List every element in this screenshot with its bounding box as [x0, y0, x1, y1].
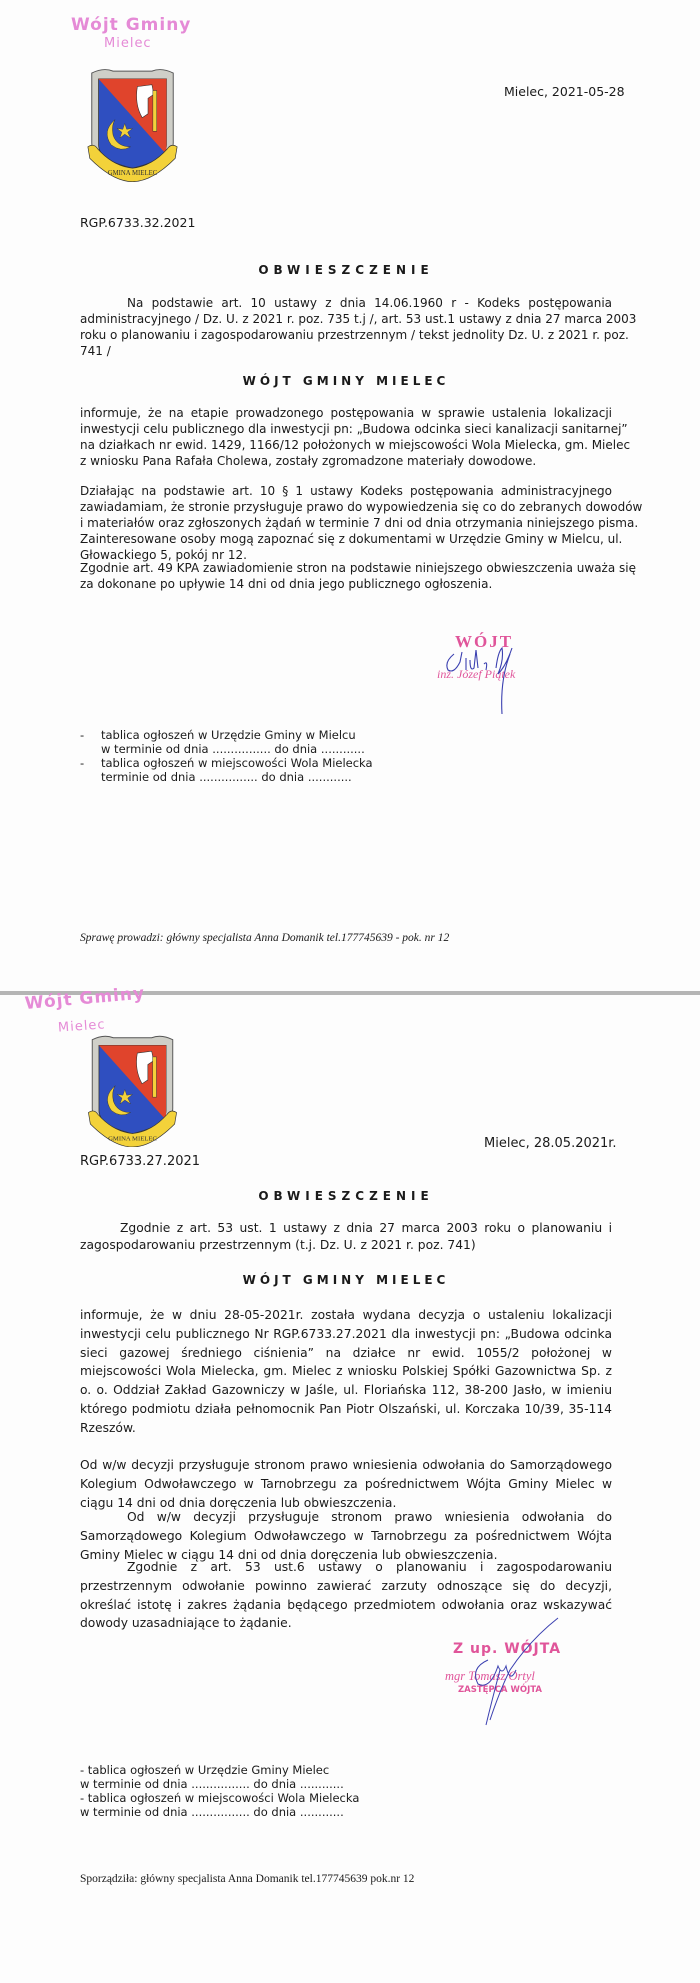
- signature-stamp-title: Z up. WÓJTA: [453, 1641, 562, 1657]
- prepared-by-footer: Sporządziła: główny specjalista Anna Domanik tel.177745639 pok.nr 12: [80, 1873, 415, 1885]
- crest-ribbon-text: GMINA MIELEC: [108, 1135, 157, 1143]
- document-date: Mielec, 28.05.2021r.: [484, 1136, 617, 1151]
- paragraph-line: Kolegium Odwoławczego w Tarnobrzegu za pośrednictwem Wójta Gminy Mielec w: [80, 1476, 612, 1491]
- distribution-item-term: w terminie od dnia ................ do dnia ............: [101, 742, 365, 756]
- distribution-list: [80, 728, 373, 784]
- bullet-dash: -: [80, 756, 85, 770]
- distribution-item: - tablica ogłoszeń w Urzędzie Gminy Mielec: [80, 1763, 330, 1777]
- signature-stamp-name: mgr Tomasz Ortyl: [445, 1669, 535, 1683]
- paragraph-line: Działając na podstawie art. 10 § 1 ustawy Kodeks postępowania administracyjnego: [80, 484, 612, 498]
- paragraph-line: sieci gazowej średniego ciśnienia” na działce nr ewid. 1055/2 położonej w: [80, 1345, 612, 1360]
- handwritten-signature-icon: [440, 640, 540, 715]
- paragraph-line: i materiałów oraz zgłoszonych żądań w terminie 7 dni od dnia otrzymania niniejszego pisma.: [80, 516, 639, 530]
- paragraph-line: Zgodnie z art. 53 ust. 1 ustawy z dnia 27 marca 2003 roku o planowaniu i: [120, 1221, 612, 1235]
- reference-number: RGP.6733.27.2021: [80, 1154, 201, 1169]
- paragraph-line: informuje, że na etapie prowadzonego postępowania w sprawie ustalenia lokalizacji: [80, 406, 612, 420]
- document-date: Mielec, 2021-05-28: [504, 84, 625, 99]
- paragraph-line: z wniosku Pana Rafała Cholewa, zostały zgromadzone materiały dowodowe.: [80, 454, 537, 468]
- intro-paragraph: [80, 1220, 612, 1254]
- paragraph-line: Od w/w decyzji przysługuje stronom prawo wniesienia odwołania do Samorządowego: [80, 1458, 612, 1472]
- office-stamp-line1: Wójt Gminy: [24, 983, 146, 1014]
- distribution-item-term: w terminie od dnia ................ do dnia ............: [80, 1805, 344, 1819]
- paragraph-line: ciągu 14 dni od dnia doręczenia lub obwieszczenia.: [80, 1495, 397, 1510]
- paragraph-line: Na podstawie art. 10 ustawy z dnia 14.06.1960 r - Kodeks postępowania: [127, 296, 612, 310]
- distribution-list: [80, 1763, 359, 1819]
- paragraph-line: inwestycji celu publicznego dla inwestycji pn: „Budowa odcinka sieci kanalizacji sanitarnej”: [80, 422, 628, 436]
- office-stamp-line2: Mielec: [57, 1017, 107, 1036]
- bullet-dash: -: [80, 728, 85, 742]
- paragraph-line: na działkach nr ewid. 1429, 1166/12 położonych w miejscowości Wola Mielecka, gm. Mielec: [80, 438, 631, 452]
- reference-number: RGP.6733.32.2021: [80, 215, 196, 230]
- paragraph-line: Samorządowego Kolegium Odwoławczego w Tarnobrzegu za pośrednictwem Wójta: [80, 1528, 612, 1543]
- distribution-item-term: w terminie od dnia ................ do dnia ............: [80, 1777, 344, 1791]
- coat-of-arms-icon: [84, 65, 181, 182]
- paragraph-line: zagospodarowaniu przestrzennym (t.j. Dz. U. z 2021 r. poz. 741): [80, 1238, 476, 1252]
- paragraph-line: Głowackiego 5, pokój nr 12.: [80, 548, 247, 562]
- document-title: OBWIESZCZENIE: [258, 1189, 434, 1203]
- kpa-paragraph: [80, 560, 636, 592]
- signature-stamp-role: ZASTĘPCA WÓJTA: [458, 1685, 542, 1695]
- paragraph-line: Zgodnie art. 49 KPA zawiadomienie stron na podstawie niniejszego obwieszczenia uważa się: [80, 561, 636, 575]
- decision-paragraph: [80, 1306, 612, 1438]
- handwritten-signature-icon: [440, 1610, 570, 1730]
- office-stamp-line1: Wójt Gminy: [71, 15, 192, 35]
- crest-ribbon-text: GMINA MIELEC: [107, 169, 158, 177]
- paragraph-line: dowody uzasadniające to żądanie.: [80, 1616, 292, 1631]
- signature-stamp-name: inż. Józef Piątek: [437, 667, 516, 681]
- paragraph-line: 741 /: [80, 344, 111, 358]
- intro-paragraph: [80, 295, 637, 359]
- distribution-item-term: terminie od dnia ................ do dnia ............: [101, 770, 352, 784]
- case-handler-footer: Sprawę prowadzi: główny specjalista Anna Domanik tel.177745639 - pok. nr 12: [80, 932, 450, 944]
- distribution-item-text: tablica ogłoszeń w Urzędzie Gminy w Mielcu: [101, 728, 356, 742]
- paragraph-line: miejscowości Wola Mielecka, gm. Mielec z wniosku Polskiej Spółki Gazownictwa Sp. z: [80, 1364, 612, 1379]
- paragraph-line: administracyjnego / Dz. U. z 2021 r. poz. 735 t.j /, art. 53 ust.1 ustawy z dnia 27 marca 2003: [80, 312, 637, 326]
- paragraph-line: przestrzennym odwołanie powinno zawierać zarzuty odnoszące się do decyzji,: [80, 1578, 612, 1593]
- authority-heading: WÓJT GMINY MIELEC: [242, 1273, 450, 1287]
- distribution-item: - tablica ogłoszeń w miejscowości Wola Mielecka: [80, 1791, 360, 1805]
- paragraph-line: Zainteresowane osoby mogą zapoznać się z dokumentami w Urzędzie Gminy w Mielcu, ul.: [80, 532, 623, 546]
- appeal-paragraph: [80, 1456, 612, 1512]
- distribution-item: [80, 728, 373, 742]
- paragraph-line: informuje, że w dniu 28-05-2021r. została wydana decyzja o ustaleniu lokalizacji: [80, 1308, 612, 1322]
- paragraph-line: Rzeszów.: [80, 1420, 136, 1435]
- distribution-item: [80, 756, 373, 770]
- signature-stamp-title: WÓJT: [455, 632, 514, 651]
- appeal-paragraph-repeat: [80, 1508, 612, 1564]
- paragraph-line: Gminy Mielec w ciągu 14 dni od dnia doręczenia lub obwieszczenia.: [80, 1547, 498, 1562]
- notification-paragraph: [80, 483, 643, 563]
- paragraph-line: za dokonane po upływie 14 dni od dnia jego publicznego ogłoszenia.: [80, 577, 493, 591]
- paragraph-line: zawiadamiam, że stronie przysługuje prawo do wypowiedzenia się co do zebranych dowodów: [80, 500, 643, 514]
- paragraph-line: określać istotę i zakres żądania będącego przedmiotem odwołania oraz wskazywać: [80, 1597, 612, 1612]
- paragraph-line: o. o. Oddział Zakład Gazowniczy w Jaśle, ul. Floriańska 112, 38-200 Jasło, w imieniu: [80, 1383, 612, 1398]
- paragraph-line: Od w/w decyzji przysługuje stronom prawo wniesienia odwołania do: [127, 1510, 612, 1524]
- paragraph-line: inwestycji celu publicznego Nr RGP.6733.27.2021 dla inwestycji pn: „Budowa odcinka: [80, 1326, 612, 1341]
- paragraph-line: Zgodnie z art. 53 ust.6 ustawy o planowaniu i zagospodarowaniu: [127, 1560, 612, 1574]
- coat-of-arms-icon: [84, 1032, 181, 1147]
- authority-heading: WÓJT GMINY MIELEC: [242, 374, 450, 388]
- distribution-item-text: tablica ogłoszeń w miejscowości Wola Mielecka: [101, 756, 373, 770]
- information-paragraph: [80, 405, 631, 469]
- paragraph-line: roku o planowaniu i zagospodarowaniu przestrzennym / tekst jednolity Dz. U. z 2021 r. poz.: [80, 328, 629, 342]
- paragraph-line: którego podmiotu działa pełnomocnik Pan Piotr Olszański, ul. Korczaka 10/39, 35-114: [80, 1401, 612, 1416]
- office-stamp-line2: Mielec: [104, 36, 152, 51]
- document-title: OBWIESZCZENIE: [258, 263, 434, 277]
